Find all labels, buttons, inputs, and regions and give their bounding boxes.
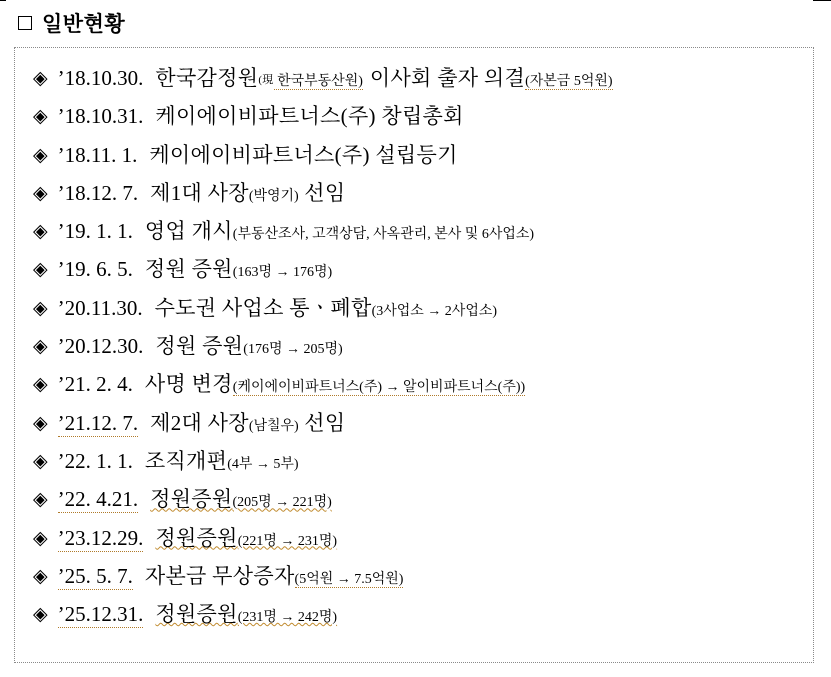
- diamond-bullet-icon: ◈: [33, 297, 48, 319]
- item-date: ’25.12.31.: [57, 602, 144, 627]
- list-item: [33, 62, 801, 100]
- list-item: [33, 292, 801, 330]
- item-note: (자본금 5억원): [525, 74, 613, 89]
- item-text: [145, 445, 299, 475]
- item-note: (221명 → 231명): [237, 533, 338, 549]
- item-main2: 이사회 출자 의결: [369, 66, 526, 90]
- diamond-bullet-icon: ◈: [33, 450, 48, 472]
- diamond-bullet-icon: ◈: [33, 259, 48, 281]
- diamond-bullet-icon: ◈: [33, 527, 48, 549]
- list-item: [33, 483, 801, 521]
- list-item: [33, 522, 801, 560]
- item-main: 정원 증원: [155, 334, 244, 359]
- item-main: 한국감정원: [155, 66, 259, 90]
- list-item: [33, 560, 801, 598]
- diamond-bullet-icon: ◈: [33, 489, 48, 511]
- diamond-bullet-icon: ◈: [33, 565, 48, 587]
- item-date: ’20.11.30.: [57, 295, 143, 320]
- diamond-bullet-icon: ◈: [33, 604, 48, 626]
- section-heading: [18, 8, 125, 38]
- item-note: (남칠우): [248, 418, 299, 434]
- item-date: ’23.12.29.: [57, 525, 144, 550]
- item-text: [155, 330, 342, 360]
- diamond-bullet-icon: ◈: [33, 374, 48, 396]
- item-note: (박영기): [248, 188, 299, 204]
- item-date: ’21.12. 7.: [57, 410, 139, 435]
- list-item: [33, 253, 801, 291]
- item-main: 자본금 무상증자: [144, 563, 295, 588]
- item-text: [155, 522, 337, 552]
- page-title: 일반현황: [42, 12, 126, 36]
- item-main: 사명 변경: [144, 372, 233, 397]
- item-date: ’19. 1. 1.: [57, 219, 133, 244]
- item-main: 케이에이비파트너스(주) 창립총회: [155, 104, 464, 129]
- item-note: (5억원 → 7.5억원): [294, 571, 404, 587]
- item-date: ’22. 4.21.: [57, 487, 139, 512]
- item-main: 정원증원: [155, 602, 238, 627]
- item-text: [145, 253, 332, 283]
- diamond-bullet-icon: ◈: [33, 144, 48, 166]
- item-note: (176명 → 205명): [243, 342, 343, 358]
- item-text: [145, 215, 534, 245]
- item-tail: 선임: [298, 180, 346, 205]
- item-paren-small: 한국부동산원): [273, 74, 363, 89]
- square-outline-icon: [18, 16, 32, 30]
- item-date: ’25. 5. 7.: [57, 563, 133, 588]
- list-item: [33, 445, 801, 483]
- item-date: ’20.12.30.: [57, 334, 144, 359]
- item-note: (케이에이비파트너스(주) → 알이비파트너스(주)): [232, 380, 526, 396]
- list-item: [33, 177, 801, 215]
- item-date: ’19. 6. 5.: [57, 257, 133, 282]
- item-note: (4부 → 5부): [227, 456, 299, 472]
- list-item: [33, 139, 801, 177]
- diamond-bullet-icon: ◈: [33, 221, 48, 243]
- item-text: [145, 560, 404, 590]
- list-item: [33, 407, 801, 445]
- top-rule-left: [0, 0, 6, 1]
- item-note: (3사업소 → 2사업소): [371, 303, 498, 319]
- item-note: (부동산조사, 고객상담, 사옥관리, 본사 및 6사업소): [232, 227, 535, 243]
- item-main: 정원 증원: [144, 257, 233, 282]
- item-main: 케이에이비파트너스(주) 설립등기: [149, 142, 458, 167]
- item-main: 제1대 사장: [150, 180, 249, 205]
- item-note: (231명 → 242명): [237, 610, 338, 626]
- list-item: [33, 330, 801, 368]
- item-text: [150, 483, 332, 513]
- diamond-bullet-icon: ◈: [33, 68, 48, 89]
- diamond-bullet-icon: ◈: [33, 336, 48, 358]
- list-item: [33, 100, 801, 138]
- item-sup: (現: [258, 74, 274, 86]
- item-text: [150, 407, 345, 437]
- item-text: [155, 598, 337, 628]
- item-date: ’18.11. 1.: [57, 142, 138, 167]
- item-date: ’22. 1. 1.: [57, 448, 133, 473]
- item-main: 조직개편: [144, 448, 228, 473]
- item-text: [150, 177, 345, 207]
- item-main: 영업 개시: [144, 219, 233, 244]
- item-text: [155, 62, 612, 92]
- diamond-bullet-icon: ◈: [33, 182, 48, 204]
- item-main: 정원증원: [155, 525, 238, 550]
- item-main: 수도권 사업소 통ㆍ폐합: [154, 295, 372, 320]
- item-date: ’18.12. 7.: [57, 180, 139, 205]
- diamond-bullet-icon: ◈: [33, 106, 48, 128]
- item-note: (205명 → 221명): [232, 495, 332, 511]
- item-date: ’18.10.31.: [57, 104, 144, 129]
- item-date: ’18.10.30.: [57, 66, 144, 90]
- list-item: [33, 598, 801, 636]
- item-text: [155, 292, 497, 322]
- diamond-bullet-icon: ◈: [33, 412, 48, 434]
- item-date: ’21. 2. 4.: [57, 372, 133, 397]
- timeline-frame: [14, 47, 814, 663]
- list-item: [33, 368, 801, 406]
- item-main: 정원증원: [150, 487, 233, 512]
- list-item: [33, 215, 801, 253]
- item-text: [145, 368, 525, 398]
- item-tail: 선임: [298, 410, 346, 435]
- item-note: (163명 → 176명): [232, 265, 333, 281]
- top-rule-right: [813, 0, 831, 1]
- item-main: 제2대 사장: [150, 410, 249, 435]
